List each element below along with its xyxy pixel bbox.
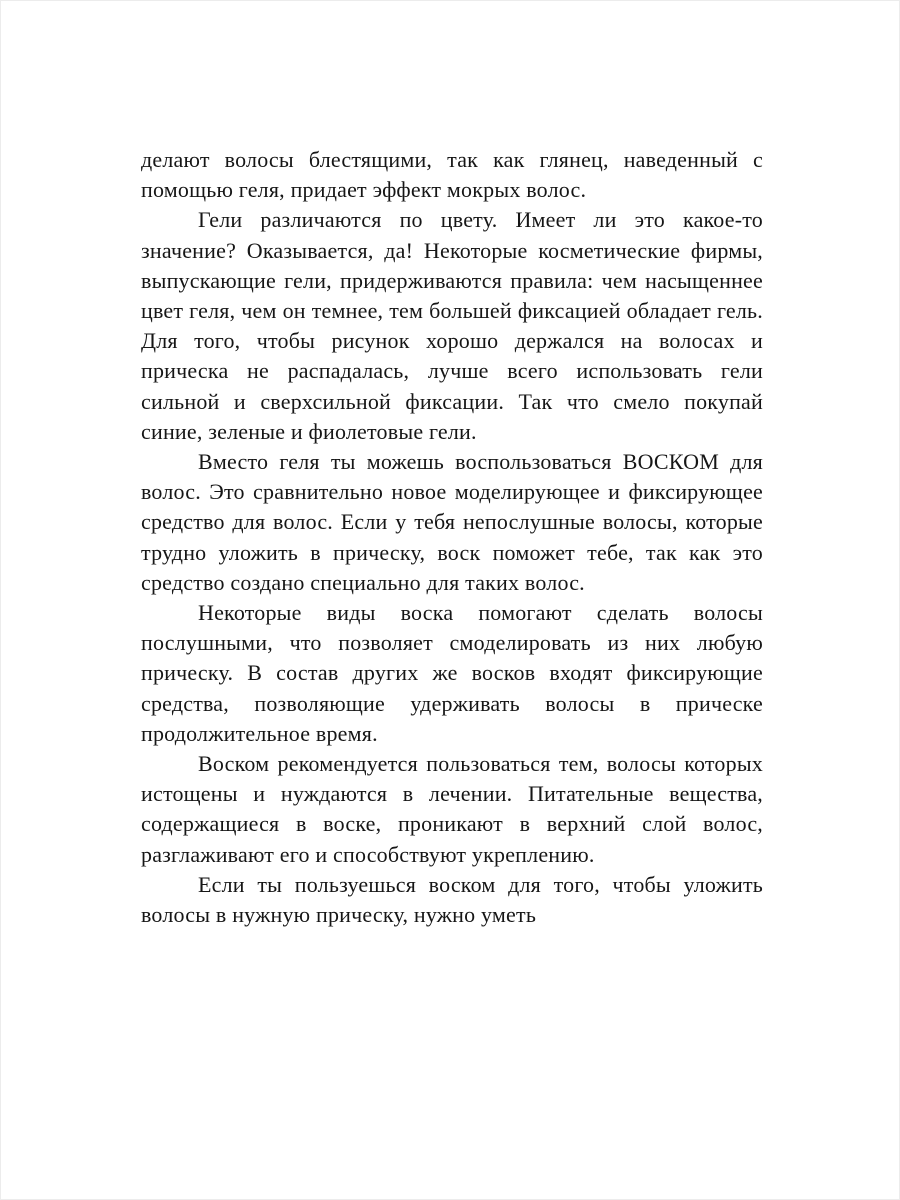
paragraph: Гели различаются по цвету. Имеет ли это какое-то значение? Оказывается, да! Некоторые косметические фирмы, выпускающие гели, придерживаются правила: чем насыщеннее цвет геля, чем он темнее, тем большей фиксацией обладает гель. Для того, чтобы рисунок хорошо держался на волосах и прическа не распадалась, лучше всего использовать гели сильной и сверхсильной фиксации. Так что смело покупай синие, зеленые и фиолетовые гели. [141,207,763,444]
paragraph: Если ты пользуешься воском для того, чтобы уложить волосы в нужную прическу, нужно уметь [141,871,763,928]
paragraph: Некоторые виды воска помогают сделать волосы послушными, что позволяет смоделировать из них любую прическу. В состав других же восков входят фиксирующие средства, позволяющие удерживать волосы в прическе продолжительное время. [141,600,763,746]
paragraph: Воском рекомендуется пользоваться тем, волосы которых истощены и нуждаются в лечении. Питательные вещества, содержащиеся в воске, проникают в верхний слой волос, разглаживают его и способствуют укреплению. [141,751,763,867]
paragraph: делают волосы блестящими, так как глянец, наведенный с помощью геля, придает эффект мокрых волос. [141,147,763,203]
text-block [141,145,763,930]
paragraph: Вместо геля ты можешь воспользоваться ВОСКОМ для волос. Это сравнительно новое моделирующее и фиксирующее средство для волос. Если у тебя непослушные волосы, которые трудно уложить в прическу, воск поможет тебе, так как это средство создано специально для таких волос. [141,449,763,595]
